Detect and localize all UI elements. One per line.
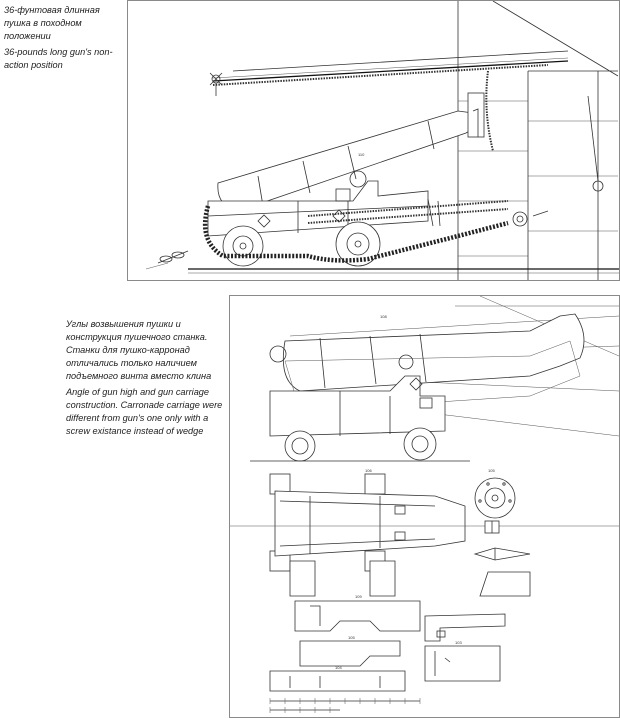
svg-text:105: 105	[488, 468, 495, 473]
middle-caption-english: Angle of gun high and gun carriage construction. Carronade carriage were different from gun's one only with a screw existance instead of wedge	[66, 387, 223, 436]
svg-text:106: 106	[365, 468, 372, 473]
top-figure-caption	[4, 4, 124, 72]
svg-text:110: 110	[358, 152, 365, 157]
gun-carriage-construction-illustration	[230, 296, 619, 717]
gun-carriage-construction-drawing	[229, 295, 620, 718]
svg-text:108: 108	[380, 314, 387, 319]
top-caption-russian: 36-фунтовая длинная пушка в походном положении	[4, 5, 100, 41]
top-caption-english: 36-pounds long gun's non-action position	[4, 47, 113, 70]
middle-caption-russian: Углы возвышения пушки и конструкция пушечного станка. Станки для пушко-карронад отличались только наличием подъемного винта вместо клина	[66, 319, 212, 381]
svg-text:109: 109	[355, 594, 362, 599]
svg-text:105: 105	[348, 635, 355, 640]
svg-text:103: 103	[455, 640, 462, 645]
gun-non-action-illustration	[128, 1, 619, 280]
svg-text:104: 104	[335, 665, 342, 670]
middle-figure-caption	[66, 318, 232, 438]
gun-non-action-drawing	[127, 0, 620, 281]
